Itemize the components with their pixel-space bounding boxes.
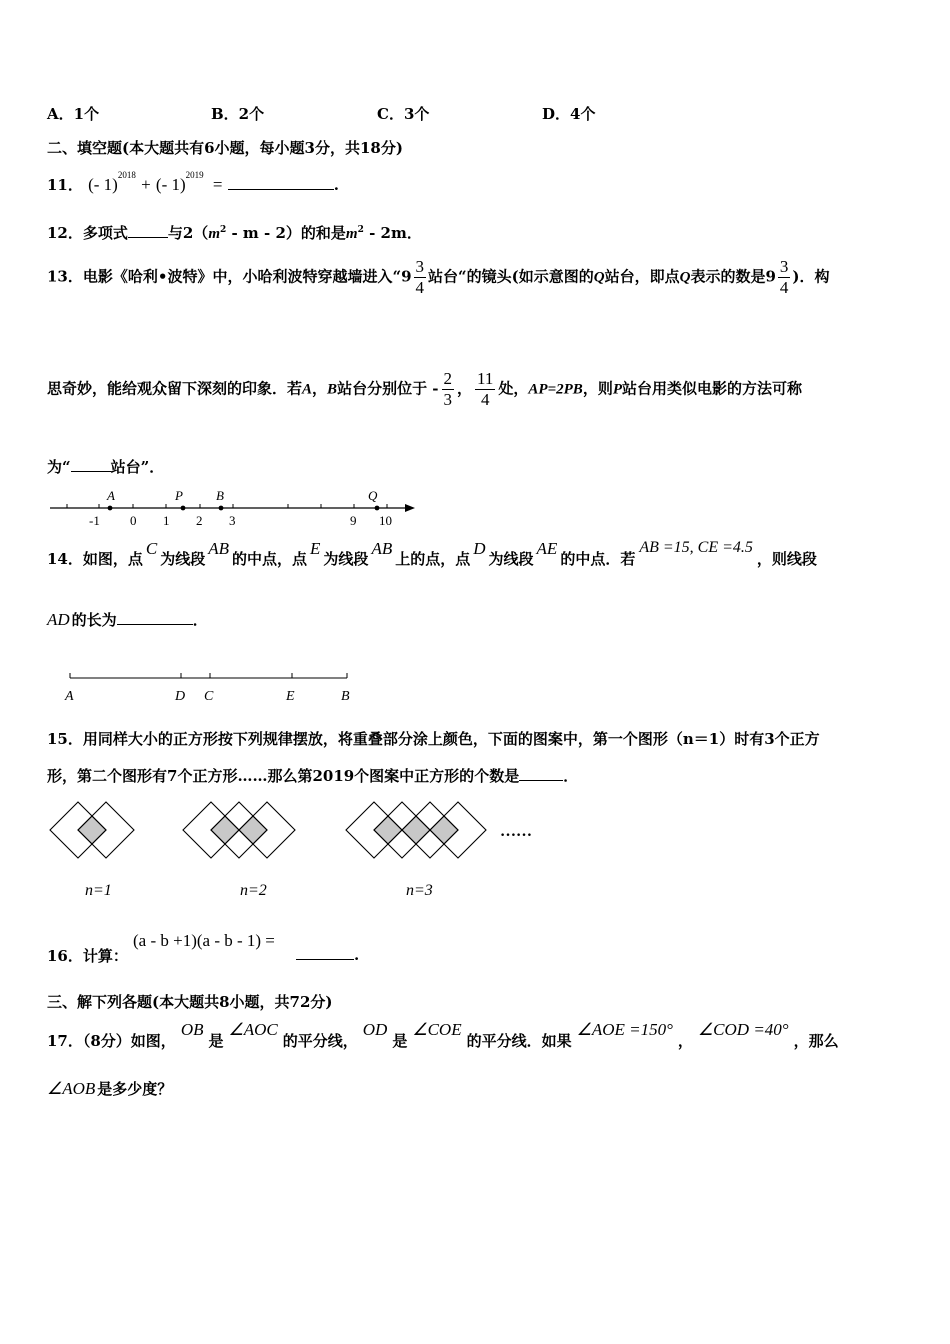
point-p-dot — [181, 506, 186, 511]
q12-mid: 与2（ — [167, 224, 209, 242]
q14-end: ． — [192, 611, 208, 629]
q13-text-e: )．构 — [792, 267, 830, 286]
q11-end: . — [333, 176, 339, 194]
q17-e: 的平分线．如果 — [466, 1032, 572, 1050]
q17-b: 是 — [208, 1032, 224, 1050]
tick-neg1: -1 — [89, 513, 100, 528]
q15-blank[interactable] — [519, 766, 563, 781]
choice-c: C．3个 — [377, 105, 430, 123]
q14-d: 为线段 — [323, 550, 369, 568]
q11-blank[interactable] — [228, 175, 334, 190]
label-q: Q — [368, 488, 378, 503]
tick-1: 1 — [163, 513, 170, 528]
q13-q-var2: Q — [679, 269, 691, 286]
pattern-n3 — [346, 802, 486, 858]
point-a-dot — [108, 506, 113, 511]
q17-od: OD — [362, 1020, 388, 1039]
segment-ticks — [70, 673, 347, 678]
q17-d: 是 — [392, 1032, 408, 1050]
q17-aob: ∠AOB — [47, 1079, 96, 1098]
q14-e-var: E — [310, 539, 321, 558]
q13-line3-a: 为“ — [47, 458, 71, 476]
q13-line2-c: 处， — [498, 379, 529, 398]
pattern-n3-overlap-2 — [402, 816, 430, 844]
caption-n1: n=1 — [85, 882, 112, 899]
label-b: B — [216, 488, 224, 503]
section2-title: 二、填空题(本大题共有6小题，每小题3分，共18分) — [47, 139, 403, 157]
section3-title: 三、解下列各题(本大题共8小题，共72分) — [47, 993, 333, 1011]
q13-line2-b: 站台分别位于 - — [337, 379, 439, 398]
q14-i: 的长为 — [71, 611, 117, 629]
q17-h: 是多少度？ — [97, 1080, 173, 1098]
seg-label-a: A — [65, 689, 74, 704]
point-b-dot — [219, 506, 224, 511]
q13-text-c: 站台，即点 — [604, 267, 680, 286]
q14-line1 — [47, 539, 817, 569]
q13-frac2-den: 4 — [779, 278, 789, 297]
q13-frac2-num: 3 — [779, 257, 789, 276]
q11-expr-a: (- 1) — [88, 175, 118, 194]
q17-coe: ∠COE — [412, 1020, 462, 1039]
q16-label: 16．计算： — [47, 947, 128, 965]
q13-line2 — [47, 369, 802, 410]
q16-blank[interactable] — [296, 945, 354, 960]
choice-d: D．4个 — [542, 105, 596, 123]
q14-line2 — [47, 609, 208, 630]
q15-line1: 15．用同样大小的正方形按下列规律摆放，将重叠部分涂上颜色，下面的图案中，第一个图形（n＝1）时有3个正方 — [47, 730, 820, 748]
q13-line2-d: ，则 — [582, 379, 613, 398]
q13-frac4 — [475, 369, 495, 410]
pattern-n3-overlap-3 — [430, 816, 458, 844]
q14-h: ，则线段 — [756, 550, 817, 568]
q11-expr-b: (- 1) — [155, 175, 186, 194]
choice-b: B．2个 — [211, 105, 265, 123]
q11-exp-b: 2019 — [185, 170, 204, 180]
label-a: A — [107, 488, 115, 503]
q14-ab1: AB — [208, 539, 230, 558]
q11 — [47, 170, 339, 195]
q17-f: ， — [677, 1032, 693, 1050]
caption-n2: n=2 — [240, 882, 267, 899]
q13-b-var: B — [327, 381, 338, 398]
label-p: P — [175, 488, 183, 503]
q17-aoc: ∠AOC — [228, 1020, 278, 1039]
q13-frac3 — [442, 369, 455, 410]
q12-num: 12．多项式 — [47, 224, 128, 242]
q17-line1 — [47, 1020, 839, 1051]
q13-line3-b: 站台”． — [110, 458, 165, 476]
q13-frac3-num: 2 — [443, 369, 453, 388]
q17-cod: ∠COD =40° — [697, 1020, 789, 1039]
q13-frac3-den: 3 — [443, 390, 453, 409]
seg-label-d: D — [175, 689, 186, 704]
q12-blank[interactable] — [128, 223, 168, 238]
pattern-n3-overlap-1 — [374, 816, 402, 844]
number-line-figure — [45, 486, 425, 530]
q17-g: ，那么 — [793, 1032, 839, 1050]
q13-frac2 — [778, 257, 791, 298]
q13-frac4-num: 11 — [477, 369, 494, 388]
segment-figure — [60, 664, 360, 706]
q11-num: 11． — [47, 176, 83, 194]
tick-2: 2 — [196, 513, 203, 528]
q14-c-var: C — [145, 539, 158, 558]
pattern-n2-overlap-1 — [211, 816, 239, 844]
q11-exp-a: 2018 — [117, 170, 136, 180]
q13-comma1: ， — [312, 379, 328, 398]
q13-a-var: A — [302, 381, 313, 398]
q13-ap-eq: AP=2PB — [528, 381, 583, 398]
q13-line2-e: 站台用类似电影的方法可称 — [622, 379, 803, 398]
pattern-n1-overlap — [78, 816, 106, 844]
q13-text-a: 13．电影《哈利•波特》中，小哈利波特穿越墙进入“9 — [47, 267, 412, 286]
q11-eq: = — [212, 175, 223, 194]
q14-a: 14．如图，点 — [47, 550, 143, 568]
q15-line2-text: 形，第二个图形有7个正方形……那么第2019个图案中正方形的个数是 — [47, 767, 520, 785]
q14-blank[interactable] — [117, 610, 193, 625]
q13-q-var: Q — [593, 269, 605, 286]
q14-f: 为线段 — [488, 550, 534, 568]
q12-sq2: 2 — [357, 225, 364, 235]
point-q-dot — [375, 506, 380, 511]
tick-3: 3 — [229, 513, 236, 528]
q16-end: . — [354, 946, 360, 964]
q17-aoe: ∠AOE =150° — [576, 1020, 673, 1039]
caption-n3: n=3 — [406, 882, 433, 899]
q14-ae: AE — [536, 539, 558, 558]
square-pattern-figure — [47, 798, 567, 868]
q13-frac1 — [414, 257, 427, 298]
seg-label-c: C — [204, 689, 214, 704]
q14-g: 的中点．若 — [560, 550, 636, 568]
q15-line2 — [47, 765, 578, 786]
q11-plus: + — [141, 175, 151, 194]
q14-cond: AB =15, CE =4.5 — [639, 539, 753, 556]
q13-frac1-num: 3 — [415, 257, 425, 276]
q16-answer — [296, 945, 359, 964]
pattern-n1 — [50, 802, 134, 858]
q17-a: 17．（8分）如图， — [47, 1032, 176, 1050]
number-line-ticks — [67, 504, 387, 508]
seg-label-b: B — [341, 689, 350, 704]
q17-c: 的平分线， — [282, 1032, 358, 1050]
q12-tail: - 2m — [363, 224, 407, 242]
q14-ad: AD — [47, 610, 70, 629]
q12-m: m — [208, 226, 220, 242]
tick-0: 0 — [130, 513, 137, 528]
q13-p-var: P — [612, 381, 622, 398]
pattern-n2-overlap-2 — [239, 816, 267, 844]
q14-b: 为线段 — [160, 550, 206, 568]
q17-ob: OB — [180, 1020, 204, 1039]
q14-ab2: AB — [371, 539, 393, 558]
q15-end: ． — [563, 767, 579, 785]
q14-c: 的中点，点 — [232, 550, 308, 568]
q16-expr: (a - b +1)(a - b - 1) = — [133, 931, 275, 950]
q13-line3 — [47, 456, 164, 477]
q13-line1 — [47, 257, 830, 298]
q13-frac1-den: 4 — [415, 278, 425, 297]
q12-minus: - m - 2）的和是 — [226, 224, 346, 242]
q13-text-d: 表示的数是9 — [690, 267, 776, 286]
number-line-arrow — [405, 504, 415, 512]
q14-e: 上的点，点 — [395, 550, 471, 568]
q12 — [47, 222, 422, 243]
q12-end: ． — [406, 224, 422, 242]
q12-sq: 2 — [219, 225, 227, 235]
seg-label-e: E — [286, 689, 295, 704]
q14-d-var: D — [473, 539, 486, 558]
q13-comma2: ， — [457, 379, 473, 398]
tick-9: 9 — [350, 513, 357, 528]
q17-line2 — [47, 1078, 172, 1099]
q13-frac4-den: 4 — [475, 389, 495, 410]
q13-blank[interactable] — [71, 457, 111, 472]
q13-line2-a: 思奇妙，能给观众留下深刻的印象．若 — [47, 379, 303, 398]
pattern-n2 — [183, 802, 295, 858]
choice-a: A．1个 — [47, 105, 100, 123]
pattern-continuation-dots: …… — [500, 823, 532, 840]
q12-m2: m — [345, 226, 358, 242]
tick-10: 10 — [379, 513, 392, 528]
q13-text-b: 站台“的镜头(如示意图的 — [428, 267, 594, 286]
